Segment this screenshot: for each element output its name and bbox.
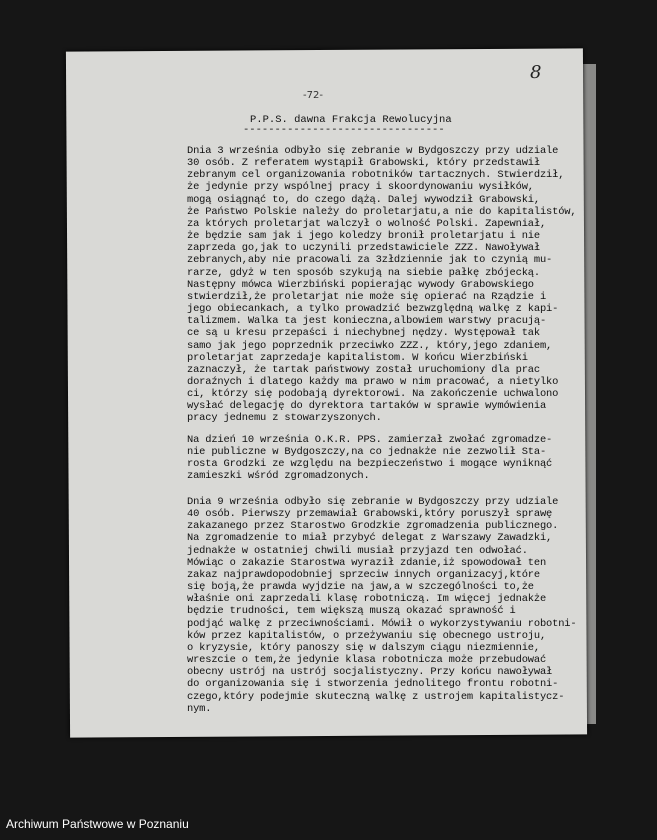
text-line: że Państwo Polskie należy do proletarjatu,a nie do kapitalistów, [187, 205, 577, 218]
text-line: ci, którzy się podobają dyrektorowi. Na zakończenie uchwalono [187, 388, 559, 401]
page-number: 8 [530, 62, 542, 83]
paragraph-3 [187, 496, 576, 715]
text-line: zakaz najprawdopodobniej sprzeciw innych organizacyj,które [187, 568, 540, 581]
text-line: Następny mówca Wierzbiński popierając wywody Grabowskiego [187, 278, 534, 291]
text-line: zaprzeda go,jak to uczynili przedstawiciele ZZZ. Nawoływał [187, 242, 540, 255]
text-line: zaznaczył, że tartak państwowy został uruchomiony dla prac [187, 363, 540, 376]
text-line: że będzie sam jak i jego koledzy bronił proletarjatu i nie [187, 230, 540, 243]
text-line: obecny ustrój na ustrój socjalistyczny. Przy końcu nawoływał [187, 666, 553, 679]
text-line: zamieszki wśród zgromadzonych. [187, 470, 370, 483]
text-line: stwierdził,że proletarjat nie może się opierać na Rządzie i [187, 290, 547, 303]
text-line: się boją,że prawda wyjdzie na jaw,a w szczególności to,że [187, 581, 534, 594]
text-line: talizmem. Walka ta jest konieczna,albowiem warstwy pracują- [187, 315, 547, 328]
archive-footer: Archiwum Państwowe w Poznaniu [6, 817, 189, 831]
text-line: nym. [187, 702, 212, 715]
text-line: Na dzień 10 września O.K.R. PPS. zamierzał zwołać zgromadze- [187, 434, 553, 446]
text-line: o kryzysie, który panoszy się w dalszym ciągu niezmiennie, [187, 641, 540, 654]
document-title: P.P.S. dawna Frakcja Rewolucyjna [250, 114, 452, 126]
text-line: ków przez kapitalistów, o przeżywaniu się obecnego ustroju, [187, 629, 547, 642]
text-line: wysłać delegację do dyrektora tartaków w sprawie wymówienia [187, 400, 547, 413]
handwritten-mark: -72- [303, 90, 323, 101]
text-line: wreszcie o tem,że jedynie klasa robotnicza może przebudować [187, 654, 547, 667]
text-line: do organizowania się i stworzenia jednolitego frontu robotni- [187, 678, 559, 691]
text-line: rarze, gdyż w ten sposób szykują na siebie pałkę zbójecką. [187, 266, 540, 279]
text-line: że jedynie przy wspólnej pracy i skoordynowaniu wysiłków, [187, 181, 534, 194]
text-line: będzie trudności, tem większą muszą okazać sprawność i [187, 605, 516, 618]
text-line: jednakże w ostatniej chwili musiał przyjazd ten odwołać. [187, 544, 528, 557]
text-line: jego obiecankach, a tylko prowadzić bezwzględną walkę z kapi- [187, 303, 559, 316]
text-line: Mówiąc o zakazie Starostwa wyraził zdanie,iż spowodował ten [187, 556, 547, 569]
text-line: 30 osób. Z referatem wystąpił Grabowski, który przedstawił [187, 157, 540, 170]
paragraph-1 [187, 145, 576, 425]
text-line: Na zgromadzenie to miał przybyć delegat z Warszawy Zawadzki, [187, 532, 553, 545]
text-line: zebranym cel organizowania robotników tartacznych. Stwierdził, [187, 169, 565, 182]
text-line: właśnie oni zaprzedali klasę robotniczą. Im więcej jednakże [187, 593, 547, 606]
text-line: 40 osób. Pierwszy przemawiał Grabowski,który poruszył sprawę [187, 508, 553, 521]
text-line: ce są u kresu przepaści i niechybnej nędzy. Występował tak [187, 327, 540, 340]
text-line: pracy jednemu z stowarzyszonych. [187, 412, 382, 425]
text-line: proletarjat zaprzedaje kapitalistom. W końcu Wierzbiński [187, 351, 528, 364]
text-line: Dnia 9 września odbyło się zebranie w Bydgoszczy przy udziale [187, 496, 559, 508]
title-underline: -------------------------------- [243, 124, 445, 136]
text-line: mogą osiągnąć to, do czego dążą. Dalej wywodził Grabowski, [187, 193, 540, 206]
text-line: Dnia 3 września odbyło się zebranie w Bydgoszczy przy udziale [187, 145, 559, 157]
text-line: za których proletarjat walczył o wolność Polski. Zapewniał, [187, 217, 547, 230]
text-line: podjąć walkę z przeciwnościami. Mówił o wykorzystywaniu robotni- [187, 617, 577, 630]
text-line: rosta Grodzki ze względu na bezpieczeństwo i mogące wyniknąć [187, 458, 553, 471]
text-line: zakazanego przez Starostwo Grodzkie zgromadzenia publicznego. [187, 520, 559, 533]
text-line: doraźnych i dlatego każdy ma prawo w nim pracować, a nietylko [187, 375, 559, 388]
paragraph-2 [187, 434, 552, 483]
text-line: samo jak jego poprzednik przeciwko ZZZ., który,jego zdaniem, [187, 339, 553, 352]
text-line: zebranych,aby nie pracowali za 3złdziennie jak to czynią mu- [187, 254, 553, 267]
text-line: nie publiczne w Bydgoszczy,na co jednakże nie zezwolił Sta- [187, 446, 547, 459]
text-line: czego,który podejmie skuteczną walkę z ustrojem kapitalistycz- [187, 690, 565, 703]
